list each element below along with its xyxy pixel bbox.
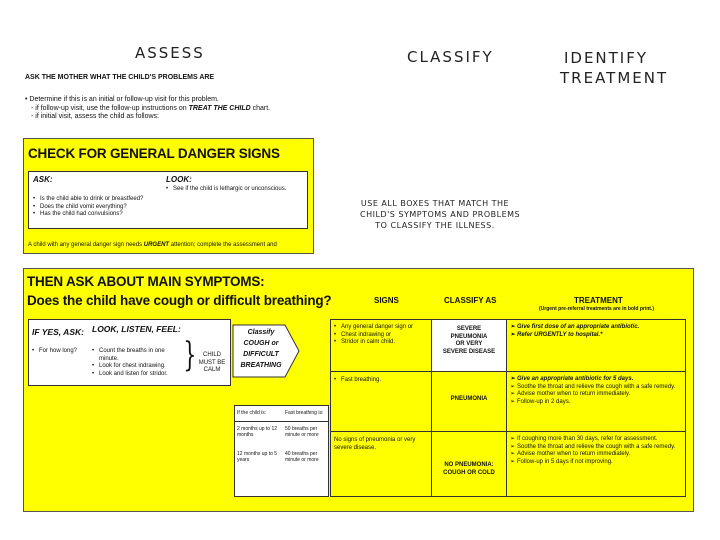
fast-table-divider	[235, 421, 328, 422]
danger-look-list	[166, 186, 306, 194]
main-symptoms-title: THEN ASK ABOUT MAIN SYMPTOMS:	[27, 274, 265, 289]
treatment-item: ➢ Soothe the throat and relieve the cough with a safe remedy.	[510, 444, 682, 452]
classification-table	[330, 319, 686, 497]
danger-look-label: LOOK:	[166, 175, 192, 184]
sign-item: • Chest indrawing or	[334, 332, 428, 340]
severe-signs-cell	[331, 320, 431, 371]
danger-signs-title: CHECK FOR GENERAL DANGER SIGNS	[28, 146, 280, 161]
danger-note: A child with any general danger sign needs URGENT attention; complete the assessment and	[28, 242, 277, 248]
treatment-item: ➢ Give first dose of an appropriate antibiotic.	[510, 324, 682, 332]
severe-treatment-cell	[507, 320, 685, 371]
if-yes-ask-label: IF YES, ASK:	[32, 327, 84, 337]
fast-table-age-cell: 2 months up to 12 months	[237, 426, 278, 438]
danger-ask-look-panel	[28, 171, 308, 229]
child-must-be-calm: CHILD MUST BE CALM	[198, 352, 226, 373]
cough-look-item: • Look and listen for stridor.	[92, 371, 186, 379]
right-brace-icon: }	[183, 335, 197, 375]
identify-treatment-header: IDENTIFY TREATMENT	[560, 49, 669, 87]
look-listen-feel-label: LOOK, LISTEN, FEEL:	[92, 324, 181, 334]
danger-ask-item: • Does the child vomit everything?	[33, 204, 161, 212]
pneumonia-signs-list	[334, 377, 428, 385]
danger-ask-label: ASK:	[33, 175, 53, 184]
cough-ask-list	[32, 348, 88, 356]
treatment-item: ➢ Give an appropriate antibiotic for 5 days.	[510, 376, 682, 384]
fast-breathing-table	[234, 405, 329, 497]
sign-item: No signs of pneumonia or very severe disease.	[334, 437, 416, 451]
sign-item: • Fast breathing.	[334, 377, 428, 385]
no-pneumonia-signs-cell	[331, 432, 431, 496]
fast-table-rate-cell: 50 breaths per minute or more	[285, 426, 319, 438]
pneumonia-treatment-list	[510, 376, 682, 406]
treatment-item: ➢ Advise mother when to return immediately.	[510, 391, 682, 399]
fast-table-head-age: If the child is:	[237, 410, 267, 416]
col-treatment-header: TREATMENT	[574, 296, 623, 305]
severe-treatment-list	[510, 324, 682, 339]
no-pneumonia-treatment-list	[510, 436, 682, 466]
ask-mother-heading: ASK THE MOTHER WHAT THE CHILD'S PROBLEMS ARE	[25, 74, 215, 81]
col-signs-header: SIGNS	[374, 296, 399, 305]
danger-ask-list	[33, 196, 161, 219]
pneumonia-signs-cell	[331, 372, 431, 431]
danger-look-item: • See if the child is lethargic or unconscious.	[166, 186, 306, 194]
use-all-boxes-note: USE ALL BOXES THAT MATCH THE CHILD'S SYMPTOMS AND PROBLEMS TO CLASSIFY THE ILLNESS.	[360, 199, 521, 230]
cough-look-item: • Count the breaths in one minute.	[92, 348, 186, 363]
cough-question: Does the child have cough or difficult breathing?	[27, 293, 332, 308]
treatment-item: ➢ Follow-up in 2 days.	[510, 399, 682, 407]
no-pneumonia-classify-cell	[432, 432, 506, 496]
severe-classify-cell	[432, 320, 506, 371]
cough-look-list	[92, 348, 186, 378]
classification-label: SEVERE PNEUMONIA OR VERY SEVERE DISEASE	[442, 326, 496, 355]
classification-label: NO PNEUMONIA: COUGH OR COLD	[443, 462, 495, 476]
intro-instructions	[25, 96, 325, 122]
pneumonia-treatment-cell	[507, 372, 685, 431]
sign-item: • Stridor in calm child.	[334, 339, 428, 347]
treatment-item: ➢ Advise mother when to return immediately.	[510, 451, 682, 459]
fast-table-rate-cell: 40 breaths per minute or more	[285, 451, 319, 463]
classify-arrow-badge	[231, 323, 301, 379]
cough-assess-panel	[28, 319, 231, 386]
assess-header: ASSESS	[135, 44, 205, 62]
intro-initial: - if initial visit, assess the child as follows:	[31, 113, 159, 120]
treatment-item: ➢ Soothe the throat and relieve the cough with a safe remedy.	[510, 384, 682, 392]
severe-signs-list	[334, 324, 428, 347]
danger-ask-item: • Has the child had convulsions?	[33, 211, 161, 219]
danger-ask-item: • Is the child able to drink or breastfeed?	[33, 196, 161, 204]
fast-table-head-rate: Fast breathing is:	[285, 410, 324, 416]
classify-header: CLASSIFY	[407, 48, 494, 66]
cough-ask-item: • For how long?	[32, 348, 88, 356]
intro-followup: - if follow-up visit, use the follow-up instructions on TREAT THE CHILD chart.	[31, 104, 271, 112]
treatment-item: ➢ If coughing more than 30 days, refer for assessment.	[510, 436, 682, 444]
classify-cough-label: Classify COUGH or DIFFICULT BREATHING	[240, 329, 282, 369]
fast-table-age-cell: 12 months up to 5 years	[237, 451, 278, 463]
col-treatment-note: (Urgent pre-referral treatments are in bold print.)	[539, 306, 655, 312]
cough-look-item: • Look for chest indrawing.	[92, 363, 186, 371]
no-pneumonia-treatment-cell	[507, 432, 685, 496]
col-classify-header: CLASSIFY AS	[444, 296, 497, 305]
danger-signs-box	[23, 138, 314, 254]
classification-label: PNEUMONIA	[450, 396, 488, 402]
treatment-item: ➢ Follow-up in 5 days if not improving.	[510, 459, 682, 467]
treatment-item: ➢ Refer URGENTLY to hospital.*	[510, 332, 682, 340]
pneumonia-classify-cell	[432, 372, 506, 431]
main-symptoms-box	[23, 268, 694, 512]
intro-determine: • Determine if this is an initial or follow-up visit for this problem.	[25, 96, 219, 103]
sign-item: • Any general danger sign or	[334, 324, 428, 332]
